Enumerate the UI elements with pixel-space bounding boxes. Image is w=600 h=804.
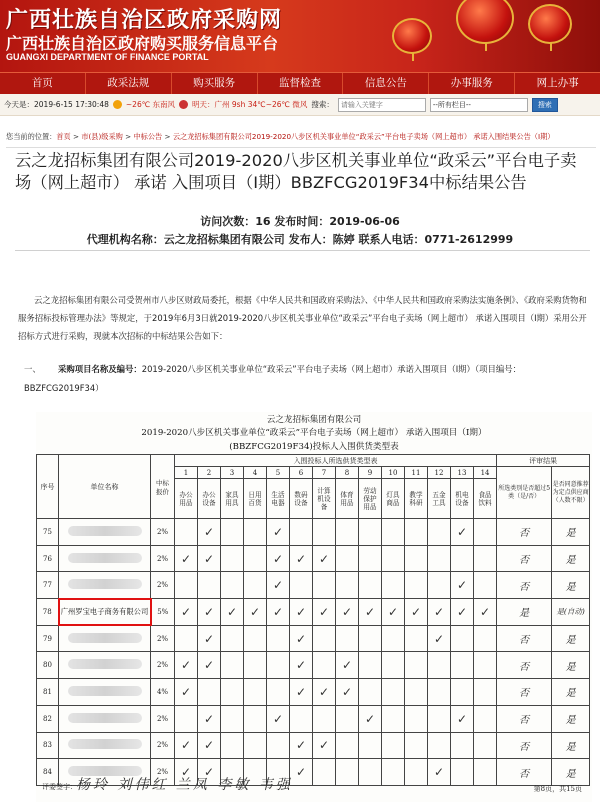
check-mark-icon: ✓ xyxy=(175,732,198,759)
scanned-document xyxy=(36,412,592,802)
lantern-icon xyxy=(392,18,432,54)
table-row xyxy=(37,705,590,732)
check-mark-icon: ✓ xyxy=(175,759,198,786)
empty-cell xyxy=(290,519,313,546)
empty-cell xyxy=(267,625,290,652)
col-header-recommend: 是否同意推荐为定点供应商（人数不限） xyxy=(552,467,590,519)
row-over-five: 否 xyxy=(497,545,552,572)
row-over-five: 否 xyxy=(497,572,552,599)
site-english-name: GUANGXI DEPARTMENT OF FINANCE PORTAL xyxy=(6,52,209,62)
check-mark-icon: ✓ xyxy=(313,679,336,706)
row-seq: 82 xyxy=(37,705,59,732)
table-row xyxy=(37,545,590,572)
check-mark-icon: ✓ xyxy=(336,599,359,626)
redacted-company-name xyxy=(59,625,151,652)
col-header-over-five: 所选类别是否超过5类（是/否） xyxy=(497,467,552,519)
row-rate: 2% xyxy=(151,652,175,679)
row-rate: 4% xyxy=(151,679,175,706)
empty-cell xyxy=(474,732,497,759)
check-mark-icon: ✓ xyxy=(290,759,313,786)
empty-cell xyxy=(405,572,428,599)
row-seq: 84 xyxy=(37,759,59,786)
empty-cell xyxy=(198,572,221,599)
col-header-seq: 序号 xyxy=(37,455,59,519)
breadcrumb-current[interactable]: 云之龙招标集团有限公司2019-2020八步区机关事业单位“政采云”平台电子卖场（网上超市） 承诺入围结果公告（Ⅰ期） xyxy=(172,132,555,141)
row-rate: 2% xyxy=(151,572,175,599)
empty-cell xyxy=(267,679,290,706)
empty-cell xyxy=(221,652,244,679)
check-mark-icon: ✓ xyxy=(198,759,221,786)
empty-cell xyxy=(313,652,336,679)
row-seq: 81 xyxy=(37,679,59,706)
empty-cell xyxy=(474,625,497,652)
check-mark-icon: ✓ xyxy=(198,732,221,759)
row-seq: 77 xyxy=(37,572,59,599)
type-label: 日用 百货 xyxy=(244,479,267,519)
check-mark-icon: ✓ xyxy=(405,599,428,626)
row-recommend: 是 xyxy=(552,679,590,706)
redacted-company-name xyxy=(59,732,151,759)
breadcrumb-city-procurement[interactable]: 市(县)级采购 xyxy=(81,132,123,141)
lantern-icon xyxy=(456,0,514,44)
row-over-five: 否 xyxy=(497,519,552,546)
check-mark-icon: ✓ xyxy=(336,652,359,679)
check-mark-icon: ✓ xyxy=(428,599,451,626)
empty-cell xyxy=(336,545,359,572)
empty-cell xyxy=(221,705,244,732)
row-recommend: 是 xyxy=(552,545,590,572)
article-meta: 访问次数：16 发布时间：2019-06-06 xyxy=(200,215,400,228)
empty-cell xyxy=(175,572,198,599)
type-label: 机电 设备 xyxy=(451,479,474,519)
type-label: 办公 用品 xyxy=(175,479,198,519)
search-label: 搜索： xyxy=(311,100,334,109)
info-bar xyxy=(0,94,600,116)
check-mark-icon: ✓ xyxy=(290,545,313,572)
table-row xyxy=(37,679,590,706)
row-seq: 80 xyxy=(37,652,59,679)
empty-cell xyxy=(359,652,382,679)
check-mark-icon: ✓ xyxy=(198,519,221,546)
type-label: 教学 科研 xyxy=(405,479,428,519)
row-recommend: 是 xyxy=(552,652,590,679)
empty-cell xyxy=(359,519,382,546)
empty-cell xyxy=(175,519,198,546)
check-mark-icon: ✓ xyxy=(198,625,221,652)
type-number: 10 xyxy=(382,467,405,479)
row-over-five: 否 xyxy=(497,652,552,679)
highlighted-company-name: 广州罗宝电子商务有限公司 xyxy=(59,599,151,626)
check-mark-icon: ✓ xyxy=(428,759,451,786)
nav-services[interactable]: 办事服务 xyxy=(429,73,515,94)
empty-cell xyxy=(290,572,313,599)
search-input[interactable] xyxy=(338,98,426,112)
empty-cell xyxy=(474,545,497,572)
table-row xyxy=(37,732,590,759)
check-mark-icon: ✓ xyxy=(451,599,474,626)
row-recommend: 是 xyxy=(552,732,590,759)
table-row xyxy=(37,572,590,599)
empty-cell xyxy=(428,545,451,572)
row-seq: 78 xyxy=(37,599,59,626)
nav-online-office[interactable]: 网上办事 xyxy=(536,77,579,89)
empty-cell xyxy=(474,572,497,599)
check-mark-icon: ✓ xyxy=(267,545,290,572)
empty-cell xyxy=(359,732,382,759)
search-button[interactable]: 搜索 xyxy=(532,98,558,112)
empty-cell xyxy=(290,705,313,732)
type-label: 劳动 保护 用品 xyxy=(359,479,382,519)
empty-cell xyxy=(244,732,267,759)
check-mark-icon: ✓ xyxy=(267,572,290,599)
row-over-five: 否 xyxy=(497,759,552,786)
empty-cell xyxy=(428,519,451,546)
signature-row xyxy=(36,772,592,800)
check-mark-icon: ✓ xyxy=(221,599,244,626)
empty-cell xyxy=(428,705,451,732)
empty-cell xyxy=(313,625,336,652)
redaction-blur xyxy=(68,633,142,643)
empty-cell xyxy=(221,545,244,572)
doc-heading-table: (BBZFCG2019F34)投标人入围供货类型表 xyxy=(229,442,399,452)
redaction-blur xyxy=(68,579,142,589)
redaction-blur xyxy=(68,686,142,696)
row-over-five: 否 xyxy=(497,732,552,759)
empty-cell xyxy=(405,732,428,759)
breadcrumb-home[interactable]: 首页 xyxy=(56,132,71,141)
breadcrumb-award-notices[interactable]: 中标公告 xyxy=(133,132,163,141)
divider xyxy=(15,250,590,251)
row-seq: 83 xyxy=(37,732,59,759)
empty-cell xyxy=(244,545,267,572)
type-number: 5 xyxy=(267,467,290,479)
check-mark-icon: ✓ xyxy=(267,599,290,626)
redacted-company-name xyxy=(59,572,151,599)
check-mark-icon: ✓ xyxy=(290,625,313,652)
empty-cell xyxy=(382,705,405,732)
check-mark-icon: ✓ xyxy=(313,545,336,572)
empty-cell xyxy=(405,705,428,732)
empty-cell xyxy=(221,519,244,546)
lantern-icon xyxy=(528,4,572,44)
empty-cell xyxy=(244,519,267,546)
redacted-company-name xyxy=(59,519,151,546)
empty-cell xyxy=(451,732,474,759)
empty-cell xyxy=(428,732,451,759)
empty-cell xyxy=(336,519,359,546)
site-subtitle: 广西壮族自治区政府购买服务信息平台 xyxy=(6,34,279,53)
redacted-company-name xyxy=(59,679,151,706)
row-rate: 2% xyxy=(151,625,175,652)
empty-cell xyxy=(382,732,405,759)
check-mark-icon: ✓ xyxy=(198,652,221,679)
type-number: 11 xyxy=(405,467,428,479)
nav-regulations[interactable]: 政采法规 xyxy=(86,73,172,94)
row-rate: 2% xyxy=(151,705,175,732)
main-nav xyxy=(0,72,600,94)
empty-cell xyxy=(382,519,405,546)
empty-cell xyxy=(474,705,497,732)
redaction-blur xyxy=(68,739,142,749)
type-number: 1 xyxy=(175,467,198,479)
type-number: 13 xyxy=(451,467,474,479)
page-number: 第8页，共15页 xyxy=(533,785,582,793)
type-label: 体育 用品 xyxy=(336,479,359,519)
empty-cell xyxy=(359,545,382,572)
empty-cell xyxy=(382,545,405,572)
row-seq: 76 xyxy=(37,545,59,572)
row-over-five: 否 xyxy=(497,705,552,732)
breadcrumb-prefix: 您当前的位置： xyxy=(6,132,57,141)
article-agency: 代理机构名称：云之龙招标集团有限公司 发布人：陈婷 联系人电话：0771-2612999 xyxy=(86,233,514,246)
empty-cell xyxy=(382,625,405,652)
redacted-company-name xyxy=(59,545,151,572)
row-rate: 2% xyxy=(151,759,175,786)
row-rate: 5% xyxy=(151,599,175,626)
empty-cell xyxy=(451,652,474,679)
row-recommend: 是 xyxy=(552,572,590,599)
empty-cell xyxy=(336,732,359,759)
empty-cell xyxy=(175,625,198,652)
empty-cell xyxy=(382,679,405,706)
empty-cell xyxy=(451,625,474,652)
section-procurement-item xyxy=(24,360,584,398)
empty-cell xyxy=(405,625,428,652)
type-label: 计算 机设 备 xyxy=(313,479,336,519)
empty-cell xyxy=(451,679,474,706)
weather-today: ~26℃ 东南风 xyxy=(125,100,176,109)
section-text: 2019-2020八步区机关事业单位“政采云”平台电子卖场（网上超市）承诺入围项目（Ⅰ期）（项目编号：BBZFCG2019F34） xyxy=(24,364,521,393)
redaction-blur xyxy=(68,659,142,669)
check-mark-icon: ✓ xyxy=(451,705,474,732)
type-number: 14 xyxy=(474,467,497,479)
redaction-blur xyxy=(68,713,142,723)
doc-heading-company: 云之龙招标集团有限公司 xyxy=(266,415,362,425)
empty-cell xyxy=(313,705,336,732)
empty-cell xyxy=(405,519,428,546)
check-mark-icon: ✓ xyxy=(451,519,474,546)
weather-cloud-icon xyxy=(179,100,188,109)
type-number: 7 xyxy=(313,467,336,479)
supplier-category-table xyxy=(36,454,590,786)
row-seq: 75 xyxy=(37,519,59,546)
article-body: 云之龙招标集团有限公司受贺州市八步区财政局委托，根据《中华人民共和国政府采购法》、《中华人民共和国政府采购法实施条例》、《政府采购货物和服务招标投标管理办法》等规定，于2019年6月3日就2019-2020八步区机关事业单位“政采云”平台电子卖场（网上超市） 承诺入围项目（Ⅰ期）采用公开招标方式进行采购，现就本次招标的中标结果公告如下： xyxy=(18,295,587,341)
empty-cell xyxy=(221,572,244,599)
row-over-five: 否 xyxy=(497,679,552,706)
check-mark-icon: ✓ xyxy=(313,599,336,626)
empty-cell xyxy=(336,705,359,732)
row-recommend: 是 xyxy=(552,519,590,546)
empty-cell xyxy=(405,652,428,679)
empty-cell xyxy=(382,652,405,679)
col-header-eval: 评审结果 xyxy=(497,455,590,467)
empty-cell xyxy=(359,572,382,599)
nav-supervision[interactable]: 监督检查 xyxy=(258,73,344,94)
row-recommend: 是 xyxy=(552,625,590,652)
check-mark-icon: ✓ xyxy=(382,599,405,626)
empty-cell xyxy=(244,572,267,599)
check-mark-icon: ✓ xyxy=(198,545,221,572)
check-mark-icon: ✓ xyxy=(451,572,474,599)
type-number: 8 xyxy=(336,467,359,479)
type-label: 灯具 商品 xyxy=(382,479,405,519)
type-number: 2 xyxy=(198,467,221,479)
check-mark-icon: ✓ xyxy=(198,705,221,732)
check-mark-icon: ✓ xyxy=(290,732,313,759)
empty-cell xyxy=(359,679,382,706)
empty-cell xyxy=(175,705,198,732)
nav-purchase-services[interactable]: 购买服务 xyxy=(172,73,258,94)
redacted-company-name xyxy=(59,652,151,679)
type-label: 生活 电器 xyxy=(267,479,290,519)
category-select[interactable]: --所有栏目-- xyxy=(430,98,528,112)
row-rate: 2% xyxy=(151,519,175,546)
empty-cell xyxy=(313,519,336,546)
check-mark-icon: ✓ xyxy=(244,599,267,626)
nav-announcements[interactable]: 信息公告 xyxy=(343,73,429,94)
col-header-rate: 中标 报价 xyxy=(151,455,175,519)
check-mark-icon: ✓ xyxy=(175,679,198,706)
empty-cell xyxy=(221,732,244,759)
redaction-blur xyxy=(68,553,142,563)
type-label: 家具 用具 xyxy=(221,479,244,519)
row-seq: 79 xyxy=(37,625,59,652)
check-mark-icon: ✓ xyxy=(267,705,290,732)
check-mark-icon: ✓ xyxy=(359,599,382,626)
page-title: 云之龙招标集团有限公司2019-2020八步区机关事业单位“政采云”平台电子卖场（网上超市） 承诺 入围项目（Ⅰ期）BBZFCG2019F34中标结果公告 xyxy=(15,151,577,192)
doc-heading-project: 2019-2020八步区机关事业单位“政采云”平台电子卖场（网上超市） 承诺入围项目（Ⅰ期） xyxy=(141,428,487,438)
check-mark-icon: ✓ xyxy=(290,599,313,626)
empty-cell xyxy=(474,679,497,706)
weather-tomorrow: 明天：广州 9sh 34℃~26℃ 微风 xyxy=(192,100,308,109)
check-mark-icon: ✓ xyxy=(267,519,290,546)
check-mark-icon: ✓ xyxy=(175,599,198,626)
empty-cell xyxy=(267,732,290,759)
empty-cell xyxy=(267,652,290,679)
type-label: 办公 设备 xyxy=(198,479,221,519)
date-text: 今天是：2019-6-15 17:30:48 xyxy=(4,100,109,109)
type-label: 数码 设备 xyxy=(290,479,313,519)
col-header-name: 单位名称 xyxy=(59,455,151,519)
row-over-five: 是 xyxy=(497,599,552,626)
check-mark-icon: ✓ xyxy=(290,652,313,679)
empty-cell xyxy=(244,652,267,679)
type-number: 9 xyxy=(359,467,382,479)
check-mark-icon: ✓ xyxy=(290,679,313,706)
site-header xyxy=(0,0,600,72)
check-mark-icon: ✓ xyxy=(198,599,221,626)
empty-cell xyxy=(244,625,267,652)
weather-sun-icon xyxy=(113,100,122,109)
empty-cell xyxy=(428,679,451,706)
signature-label: 评委签字： xyxy=(42,783,77,791)
empty-cell xyxy=(336,625,359,652)
empty-cell xyxy=(405,679,428,706)
empty-cell xyxy=(221,679,244,706)
row-rate: 2% xyxy=(151,545,175,572)
check-mark-icon: ✓ xyxy=(428,625,451,652)
table-row xyxy=(37,599,590,626)
row-recommend: 是 xyxy=(552,759,590,786)
empty-cell xyxy=(451,545,474,572)
check-mark-icon: ✓ xyxy=(359,705,382,732)
check-mark-icon: ✓ xyxy=(175,545,198,572)
check-mark-icon: ✓ xyxy=(175,652,198,679)
handwritten-signatures: 杨玲 刘伟红 兰凤 李敏 韦强 xyxy=(76,777,293,793)
section-label: 采购项目名称及编号： xyxy=(58,364,142,374)
row-over-five: 否 xyxy=(497,625,552,652)
empty-cell xyxy=(474,519,497,546)
col-header-group: 入围投标人所选供货类型表 xyxy=(175,455,497,467)
empty-cell xyxy=(244,705,267,732)
check-mark-icon: ✓ xyxy=(336,679,359,706)
type-label: 食品 饮料 xyxy=(474,479,497,519)
empty-cell xyxy=(474,652,497,679)
redacted-company-name xyxy=(59,705,151,732)
empty-cell xyxy=(244,679,267,706)
table-row xyxy=(37,625,590,652)
row-recommend: 是(自动) xyxy=(552,599,590,626)
row-rate: 2% xyxy=(151,732,175,759)
empty-cell xyxy=(198,679,221,706)
type-label: 五金 工具 xyxy=(428,479,451,519)
type-number: 3 xyxy=(221,467,244,479)
site-title: 广西壮族自治区政府采购网 xyxy=(6,7,283,33)
empty-cell xyxy=(336,572,359,599)
empty-cell xyxy=(359,625,382,652)
table-row xyxy=(37,652,590,679)
breadcrumb-sep: > xyxy=(162,132,173,141)
redaction-blur xyxy=(68,526,142,536)
type-number: 12 xyxy=(428,467,451,479)
table-row xyxy=(37,519,590,546)
empty-cell xyxy=(428,652,451,679)
breadcrumb xyxy=(6,132,596,148)
empty-cell xyxy=(221,625,244,652)
empty-cell xyxy=(382,572,405,599)
check-mark-icon: ✓ xyxy=(313,732,336,759)
type-number: 4 xyxy=(244,467,267,479)
nav-home[interactable]: 首页 xyxy=(0,73,86,94)
row-recommend: 是 xyxy=(552,705,590,732)
type-number: 6 xyxy=(290,467,313,479)
breadcrumb-sep: > xyxy=(70,132,82,141)
empty-cell xyxy=(313,572,336,599)
check-mark-icon: ✓ xyxy=(474,599,497,626)
empty-cell xyxy=(428,572,451,599)
breadcrumb-sep: > xyxy=(122,132,134,141)
empty-cell xyxy=(405,545,428,572)
section-number: 一、 xyxy=(24,364,41,374)
